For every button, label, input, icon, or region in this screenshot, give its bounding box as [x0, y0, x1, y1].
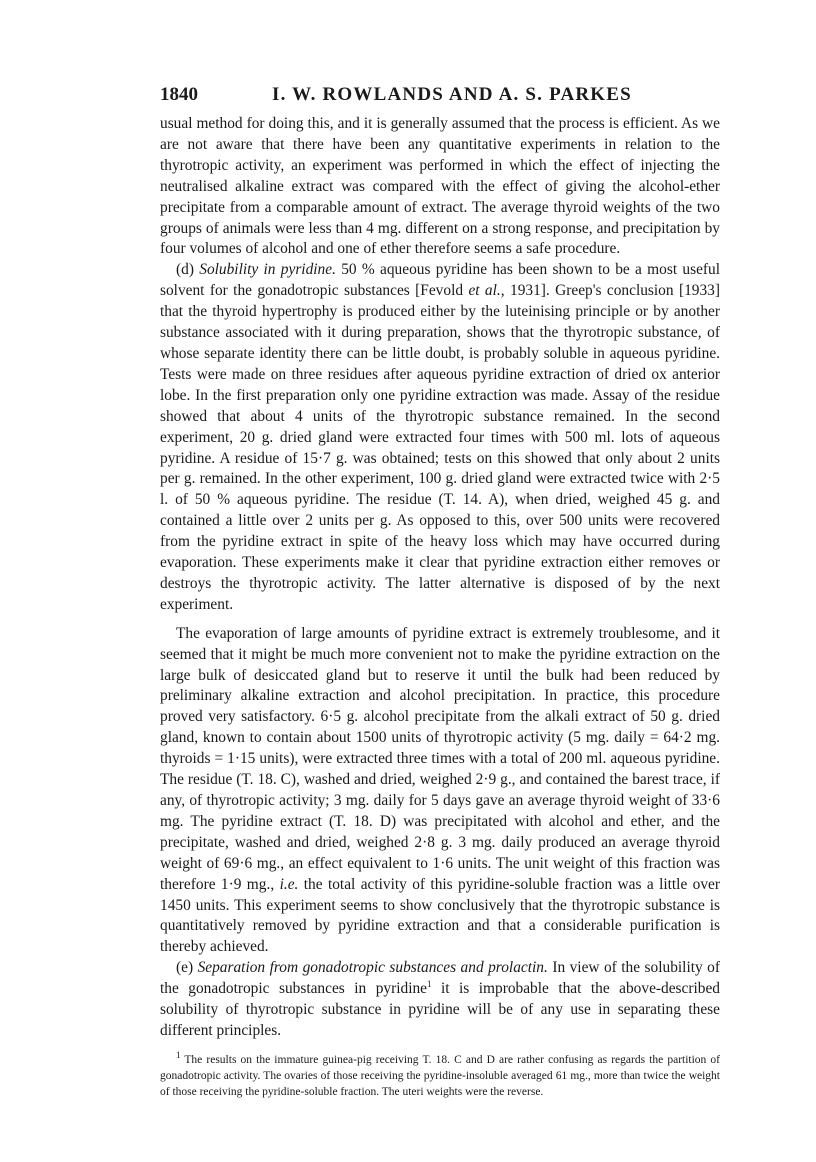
article-body: [160, 114, 720, 1100]
paragraph-text: it is improbable that the above-described solubility of thyrotropic substance in pyridine will be of any use in separating these different principles.: [160, 980, 720, 1039]
paragraph-text: 1931]. Greep's conclusion [1933] that the thyroid hypertrophy is produced either by the luteinising principle or by another substance associated with it during preparation, shows that the thyrotropic substance, of whose separate identity there can be little doubt, is probably soluble in aqueous pyridine. Tests were made on three residues after aqueous pyridine extraction of dried ox anterior lobe. In the first preparation only one pyridine extraction was made. Assay of the residue showed that about 4 units of the thyrotropic substance remained. In the second experiment, 20 g. dried gland were extracted four times with 500 ml. lots of aqueous pyridine. A residue of 15·7 g. was obtained; tests on this showed that only about 2 units per g. remained. In the other experiment, 100 g. dried gland were extracted twice with 2·5 l. of 50 % aqueous pyridine. The residue (T. 14. A), when dried, weighed 45 g. and contained a little over 2 units per g. As opposed to this, over 500 units were recovered from the pyridine extract in spite of the heavy loss which may have occurred during evaporation. These experiments make it clear that pyridine extraction either removes or destroys the thyrotropic activity. The latter alternative is disposed of by the next experiment.: [160, 282, 720, 613]
page-header: [160, 84, 720, 114]
footnote: [160, 1052, 720, 1101]
running-title: I. W. ROWLANDS AND A. S. PARKES: [272, 84, 632, 105]
paragraph-evaporation: [160, 624, 720, 959]
footnote-text: The results on the immature guinea-pig receiving T. 18. C and D are rather confusing as regards the partition of gonadotropic activity. The ovaries of those receiving the pyridine-insoluble averaged 61 mg., more than twice the weight of those receiving the pyridine-soluble fraction. The uteri weights were the reverse.: [160, 1053, 720, 1099]
page-number: 1840: [160, 84, 198, 105]
section-label: (e): [176, 959, 194, 977]
paragraph-text: the total activity of this pyridine-soluble fraction was a little over 1450 units. This experiment seems to show conclusively that the thyrotropic substance is quantitatively removed by pyridine extraction and that a considerable purification is thereby achieved.: [160, 875, 721, 956]
paragraph-text: 50 % aqueous pyridine has been shown to be a most useful solvent for the gonadotropic substances [Fevold: [160, 261, 720, 300]
section-heading: Solubility in pyridine.: [199, 261, 336, 279]
citation-et-al: et al.,: [468, 282, 505, 300]
footnote-mark: 1: [176, 1050, 181, 1061]
paragraph-text: The evaporation of large amounts of pyridine extract is extremely troublesome, and it seemed that it might be much more convenient not to make the pyridine extraction on the large bulk of desiccated gland but to reserve it until the bulk had been reduced by preliminary alkaline extraction and alcohol precipitation. In practice, this procedure proved very satisfactory. 6·5 g. alcohol precipitate from the alkali extract of 50 g. dried gland, known to contain about 1500 units of thyrotropic activity (5 mg. daily = 64·2 mg. thyroids = 1·15 units), were extracted three times with a total of 200 ml. aqueous pyridine. The residue (T. 18. C), washed and dried, weighed 2·9 g., and contained the barest trace, if any, of thyrotropic activity; 3 mg. daily for 5 days gave an average thyroid weight of 33·6 mg. The pyridine extract (T. 18. D) was precipitated with alcohol and ether, and the precipitate, washed and dried, weighed 2·8 g. 3 mg. daily produced an average thyroid weight of 69·6 mg., an effect equivalent to 1·6 units. The unit weight of this fraction was therefore 1·9 mg.,: [160, 624, 720, 893]
paragraph-solubility-in-pyridine: [160, 260, 720, 615]
section-label: (d): [176, 261, 194, 279]
paragraph-text: In view of the solubility of the gonadotropic substances in pyridine: [160, 959, 720, 998]
section-heading: Separation from gonadotropic substances and prolactin.: [197, 959, 548, 977]
abbreviation-ie: i.e.: [279, 875, 299, 893]
journal-page: [160, 84, 720, 1100]
footnote-reference[interactable]: 1: [427, 979, 432, 990]
paragraph-continuation: usual method for doing this, and it is generally assumed that the process is efficient. As we are not aware that there have been any quantitative experiments in relation to the thyrotropic activity, an experiment was performed in which the effect of injecting the neutralised alkaline extract was compared with the effect of giving the alcohol-ether precipitate from a comparable amount of extract. The average thyroid weights of the two groups of animals were less than 4 mg. different on a strong response, and precipitation by four volumes of alcohol and one of ether therefore seems a safe procedure.: [160, 115, 720, 258]
paragraph-separation: [160, 958, 720, 1042]
